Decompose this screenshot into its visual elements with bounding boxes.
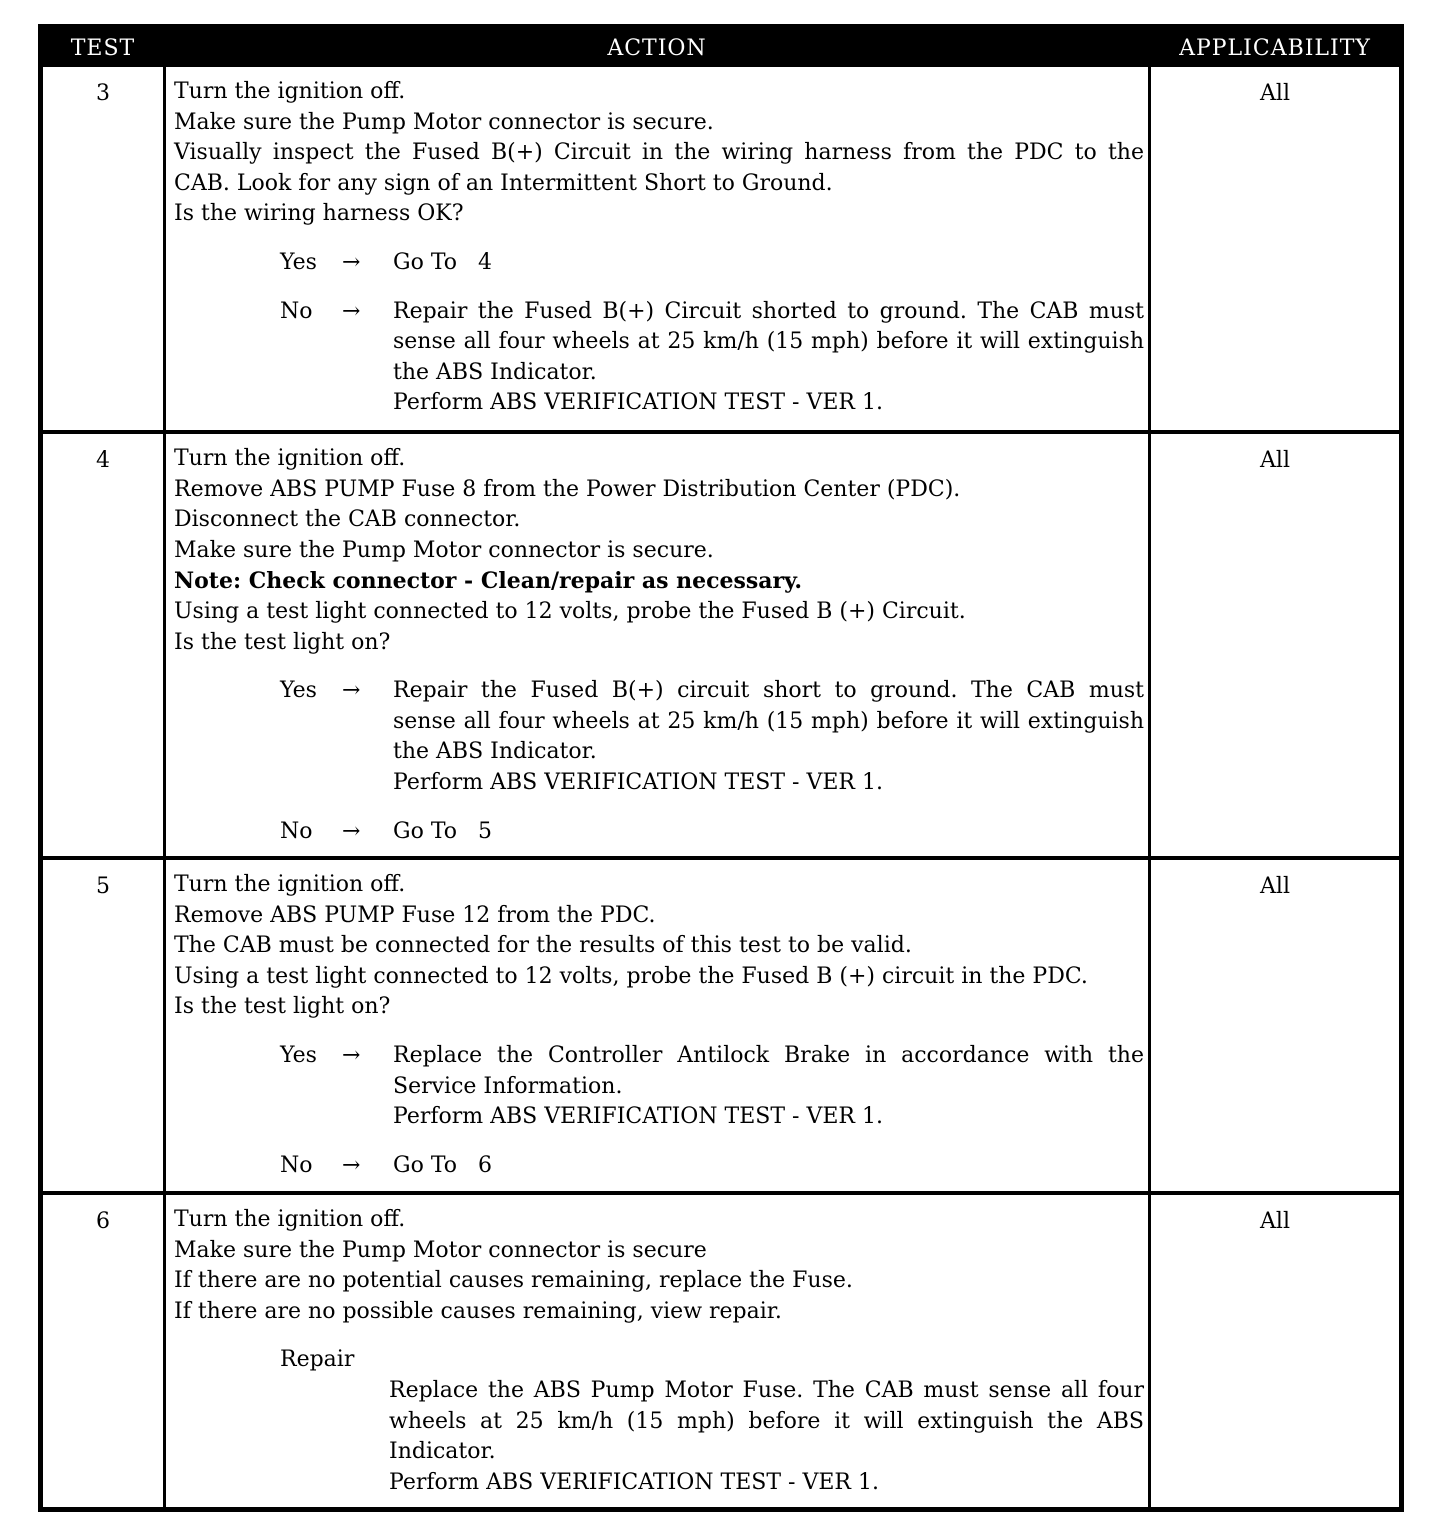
option-label: Yes (280, 249, 317, 275)
action-line: If there are no potential causes remaining, replace the Fuse. (174, 1268, 853, 1294)
action-line: Make sure the Pump Motor connector is secure (174, 1237, 707, 1263)
header-test: TEST (70, 36, 136, 61)
action-line: Remove ABS PUMP Fuse 8 from the Power Distribution Center (PDC). (174, 476, 961, 502)
option-yes (174, 676, 1144, 798)
test-number: 6 (96, 1209, 110, 1234)
action-line: Turn the ignition off. (174, 1207, 406, 1232)
option-text: Go To 5 (393, 818, 492, 844)
action-line: Disconnect the CAB connector. (174, 507, 521, 533)
header-applicability: APPLICABILITY (1179, 36, 1371, 61)
option-text: Go To 6 (393, 1152, 492, 1178)
note-text: Note: Check connector - Clean/repair as necessary. (174, 568, 803, 595)
test-number: 4 (96, 448, 110, 473)
action-line: Turn the ignition off. (174, 872, 406, 897)
table-row (43, 67, 1399, 430)
applicability-value: All (1260, 81, 1290, 106)
action-line: Is the test light on? (174, 629, 391, 655)
repair-label: Repair (280, 1347, 355, 1373)
table-row (43, 1195, 1399, 1507)
applicability-value: All (1260, 1209, 1290, 1234)
header-action: ACTION (607, 36, 707, 61)
action-line: Using a test light connected to 12 volts, probe the Fused B (+) circuit in the PDC. (174, 963, 1088, 989)
applicability-value: All (1260, 448, 1290, 473)
option-text: Repair the Fused B(+) circuit short to ground. The CAB must sense all four wheels at 25 km/h (15 mph) before it will extinguish the ABS Indicator. (393, 678, 1144, 765)
arrow-right-icon: → (342, 818, 361, 844)
option-no (174, 297, 1144, 419)
option-text: Replace the Controller Antilock Brake in accordance with the Service Information. (393, 1042, 1144, 1099)
option-yes (174, 1041, 1144, 1133)
test-number: 5 (96, 874, 110, 899)
option-text: Perform ABS VERIFICATION TEST - VER 1. (393, 1104, 883, 1130)
table-row (43, 434, 1399, 856)
applicability-value: All (1260, 874, 1290, 899)
option-text: Perform ABS VERIFICATION TEST - VER 1. (393, 769, 883, 795)
arrow-right-icon: → (342, 1152, 361, 1178)
action-line: If there are no possible causes remaining, view repair. (174, 1298, 782, 1324)
action-cell (174, 1205, 1144, 1498)
arrow-right-icon: → (342, 1042, 361, 1068)
action-line: Using a test light connected to 12 volts, probe the Fused B (+) Circuit. (174, 598, 966, 624)
action-line: Make sure the Pump Motor connector is secure. (174, 537, 714, 563)
option-text: Go To 4 (393, 249, 492, 275)
option-label: No (280, 818, 313, 844)
action-line: The CAB must be connected for the results of this test to be valid. (174, 933, 912, 959)
action-cell (174, 444, 1144, 847)
option-no (174, 1151, 1144, 1182)
option-no (174, 817, 1144, 848)
option-label: Yes (280, 1042, 317, 1068)
option-label: No (280, 1152, 313, 1178)
arrow-right-icon: → (342, 249, 361, 275)
action-cell (174, 77, 1144, 419)
action-line: Turn the ignition off. (174, 446, 406, 471)
action-line: Make sure the Pump Motor connector is secure. (174, 109, 714, 135)
action-line: Visually inspect the Fused B(+) Circuit in the wiring harness from the PDC to the CAB. Look for any sign of an Intermittent Short to Ground. (174, 140, 1144, 196)
table-header (43, 29, 1399, 67)
option-yes (174, 248, 1144, 279)
table-row (43, 860, 1399, 1191)
diagnostic-table (38, 24, 1404, 1512)
action-line: Is the test light on? (174, 994, 391, 1020)
arrow-right-icon: → (342, 298, 361, 324)
action-cell (174, 870, 1144, 1181)
option-label: No (280, 298, 313, 324)
option-text: Perform ABS VERIFICATION TEST - VER 1. (393, 390, 883, 416)
action-line: Turn the ignition off. (174, 79, 406, 104)
action-line: Is the wiring harness OK? (174, 201, 464, 227)
option-text: Repair the Fused B(+) Circuit shorted to ground. The CAB must sense all four wheels at 25 km/h (15 mph) before it will extinguish the ABS Indicator. (393, 298, 1144, 385)
repair-text: Replace the ABS Pump Motor Fuse. The CAB must sense all four wheels at 25 km/h (15 mph) before it will extinguish the ABS Indicator. (389, 1377, 1144, 1465)
option-label: Yes (280, 678, 317, 704)
action-line: Remove ABS PUMP Fuse 12 from the PDC. (174, 902, 656, 928)
repair-text: Perform ABS VERIFICATION TEST - VER 1. (389, 1469, 879, 1495)
arrow-right-icon: → (342, 678, 361, 704)
test-number: 3 (96, 81, 110, 106)
